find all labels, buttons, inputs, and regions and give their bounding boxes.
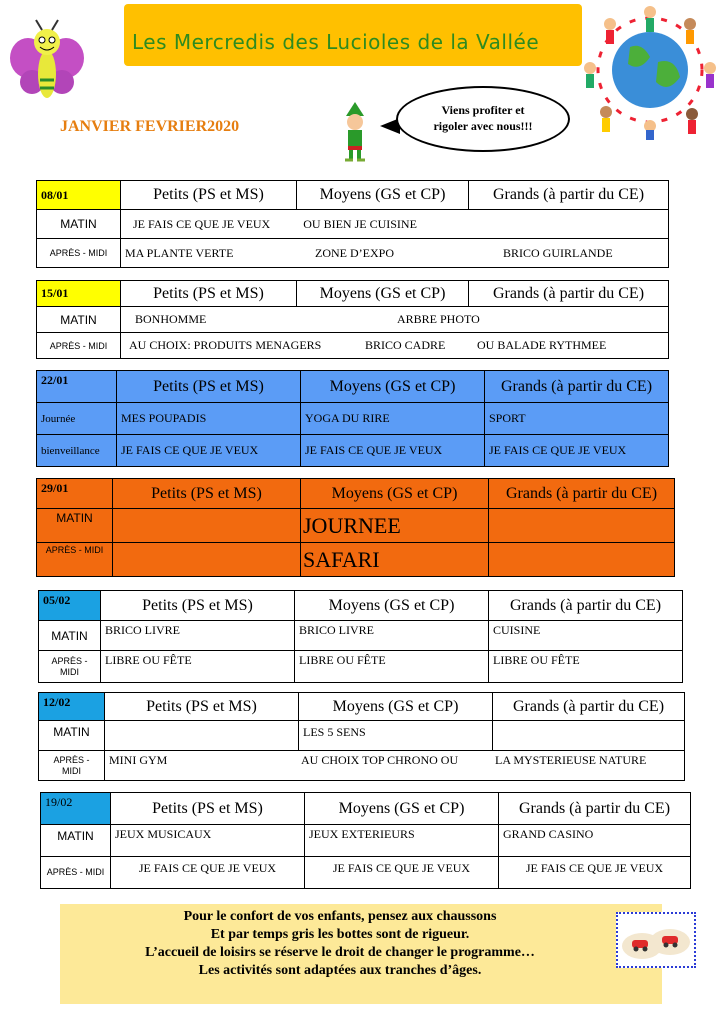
row-label-matin: MATIN <box>39 721 105 751</box>
row-label-apres-midi: APRÈS - MIDI <box>37 543 113 577</box>
bubble-line-2: rigoler avec nous!!! <box>433 119 533 133</box>
empty-cell <box>113 543 301 577</box>
row-label-apres-midi: APRÈS - MIDI <box>39 751 105 781</box>
activity-cell: JEUX EXTERIEURS <box>305 825 499 857</box>
activity-text: MINI GYM <box>109 753 168 767</box>
row-label-matin: MATIN <box>37 509 113 543</box>
activity-text: BRICO CADRE <box>365 338 446 352</box>
activity-text: OU BALADE RYTHMEE <box>477 338 607 352</box>
footer-note <box>60 904 662 1004</box>
week-date: 15/01 <box>37 281 121 307</box>
empty-cell <box>113 509 301 543</box>
column-header-petits: Petits (PS et MS) <box>113 479 301 509</box>
activity-text: ARBRE PHOTO <box>397 312 480 326</box>
row-label-apres-midi: APRÈS - MIDI <box>39 651 101 683</box>
activity-cell: JE FAIS CE QUE JE VEUX <box>111 857 305 889</box>
week-date: 19/02 <box>41 793 111 825</box>
column-header-petits: Petits (PS et MS) <box>121 281 297 307</box>
page-title: Les Mercredis des Lucioles de la Vallée <box>132 30 540 54</box>
activity-cell: LIBRE OU FÊTE <box>101 651 295 683</box>
row-label-journee: Journée <box>37 403 117 435</box>
safari-text: SAFARI <box>301 543 489 577</box>
activity-cell: JE FAIS CE QUE JE VEUX <box>117 435 301 467</box>
activity-cell <box>493 721 685 751</box>
week-date: 12/02 <box>39 693 105 721</box>
afternoon-activity <box>105 751 685 781</box>
activity-cell: BRICO LIVRE <box>295 621 489 651</box>
activity-cell <box>105 721 299 751</box>
row-label-matin: MATIN <box>39 621 101 651</box>
column-header-moyens: Moyens (GS et CP) <box>295 591 489 621</box>
morning-activity <box>121 307 669 333</box>
activity-cell: BRICO LIVRE <box>101 621 295 651</box>
activity-text: BONHOMME <box>135 312 207 326</box>
period-label: JANVIER FEVRIER2020 <box>60 118 240 135</box>
footer-line-3: L’accueil de loisirs se réserve le droit de changer le programme… <box>145 945 535 960</box>
column-header-moyens: Moyens (GS et CP) <box>301 479 489 509</box>
column-header-petits: Petits (PS et MS) <box>121 181 297 210</box>
empty-cell <box>489 509 675 543</box>
globe-children-icon <box>580 2 720 142</box>
butterfly-icon <box>6 18 88 104</box>
week-12-02-table <box>38 692 685 781</box>
column-header-grands: Grands (à partir du CE) <box>493 693 685 721</box>
row-label-matin: MATIN <box>37 307 121 333</box>
activity-text: LA MYSTERIEUSE NATURE <box>495 753 647 767</box>
footer-line-2: Et par temps gris les bottes sont de rigueur. <box>210 927 470 942</box>
activity-cell: JEUX MUSICAUX <box>111 825 305 857</box>
column-header-grands: Grands (à partir du CE) <box>469 181 669 210</box>
activity-cell: LES 5 SENS <box>299 721 493 751</box>
row-label-apres-midi: APRÈS - MIDI <box>41 857 111 889</box>
activity-text: OU BIEN JE CUISINE <box>303 216 417 231</box>
speech-bubble <box>396 86 570 152</box>
column-header-moyens: Moyens (GS et CP) <box>299 693 493 721</box>
column-header-moyens: Moyens (GS et CP) <box>305 793 499 825</box>
elf-icon <box>340 102 370 164</box>
activity-cell: JE FAIS CE QUE JE VEUX <box>499 857 691 889</box>
activity-text: AU CHOIX: PRODUITS MENAGERS <box>129 338 322 352</box>
footer-line-4: Les activités sont adaptées aux tranches d’âges. <box>198 963 482 978</box>
column-header-grands: Grands (à partir du CE) <box>485 371 669 403</box>
activity-cell: JE FAIS CE QUE JE VEUX <box>301 435 485 467</box>
activity-cell: SPORT <box>485 403 669 435</box>
activity-cell: LIBRE OU FÊTE <box>295 651 489 683</box>
column-header-moyens: Moyens (GS et CP) <box>301 371 485 403</box>
week-date: 29/01 <box>37 479 113 509</box>
activity-cell: GRAND CASINO <box>499 825 691 857</box>
row-label-apres-midi: APRÈS - MIDI <box>37 333 121 359</box>
empty-cell <box>489 543 675 577</box>
column-header-grands: Grands (à partir du CE) <box>499 793 691 825</box>
column-header-petits: Petits (PS et MS) <box>117 371 301 403</box>
morning-activity <box>121 210 669 239</box>
activity-text: AU CHOIX TOP CHRONO OU <box>301 753 459 767</box>
column-header-petits: Petits (PS et MS) <box>111 793 305 825</box>
column-header-grands: Grands (à partir du CE) <box>469 281 669 307</box>
activity-cell: MES POUPADIS <box>117 403 301 435</box>
row-label-matin: MATIN <box>41 825 111 857</box>
column-header-grands: Grands (à partir du CE) <box>489 479 675 509</box>
activity-text: ZONE D’EXPO <box>315 245 394 260</box>
column-header-petits: Petits (PS et MS) <box>105 693 299 721</box>
activity-text: JE FAIS CE QUE JE VEUX <box>133 216 271 231</box>
activity-cell: JE FAIS CE QUE JE VEUX <box>485 435 669 467</box>
title-banner <box>124 4 582 66</box>
footer-line-1: Pour le confort de vos enfants, pensez aux chaussons <box>183 909 497 924</box>
column-header-moyens: Moyens (GS et CP) <box>297 281 469 307</box>
afternoon-activity <box>121 333 669 359</box>
week-19-02-table <box>40 792 691 889</box>
bubble-line-1: Viens profiter et <box>441 103 525 117</box>
week-22-01-table <box>36 370 669 467</box>
journee-text: JOURNEE <box>301 509 489 543</box>
column-header-moyens: Moyens (GS et CP) <box>297 181 469 210</box>
activity-cell: JE FAIS CE QUE JE VEUX <box>305 857 499 889</box>
column-header-grands: Grands (à partir du CE) <box>489 591 683 621</box>
row-label-bienveillance: bienveillance <box>37 435 117 467</box>
activity-cell: LIBRE OU FÊTE <box>489 651 683 683</box>
activity-text: BRICO GUIRLANDE <box>503 245 613 260</box>
activity-cell: CUISINE <box>489 621 683 651</box>
week-date: 08/01 <box>37 181 121 210</box>
week-date: 22/01 <box>37 371 117 403</box>
activity-text: MA PLANTE VERTE <box>125 245 234 260</box>
activity-cell: YOGA DU RIRE <box>301 403 485 435</box>
slippers-icon <box>616 912 696 968</box>
row-label-matin: MATIN <box>37 210 121 239</box>
week-29-01-table <box>36 478 675 577</box>
column-header-petits: Petits (PS et MS) <box>101 591 295 621</box>
week-08-01-table <box>36 180 669 268</box>
week-date: 05/02 <box>39 591 101 621</box>
afternoon-activity <box>121 239 669 268</box>
week-05-02-table <box>38 590 683 683</box>
row-label-apres-midi: APRÈS - MIDI <box>37 239 121 268</box>
week-15-01-table <box>36 280 669 359</box>
